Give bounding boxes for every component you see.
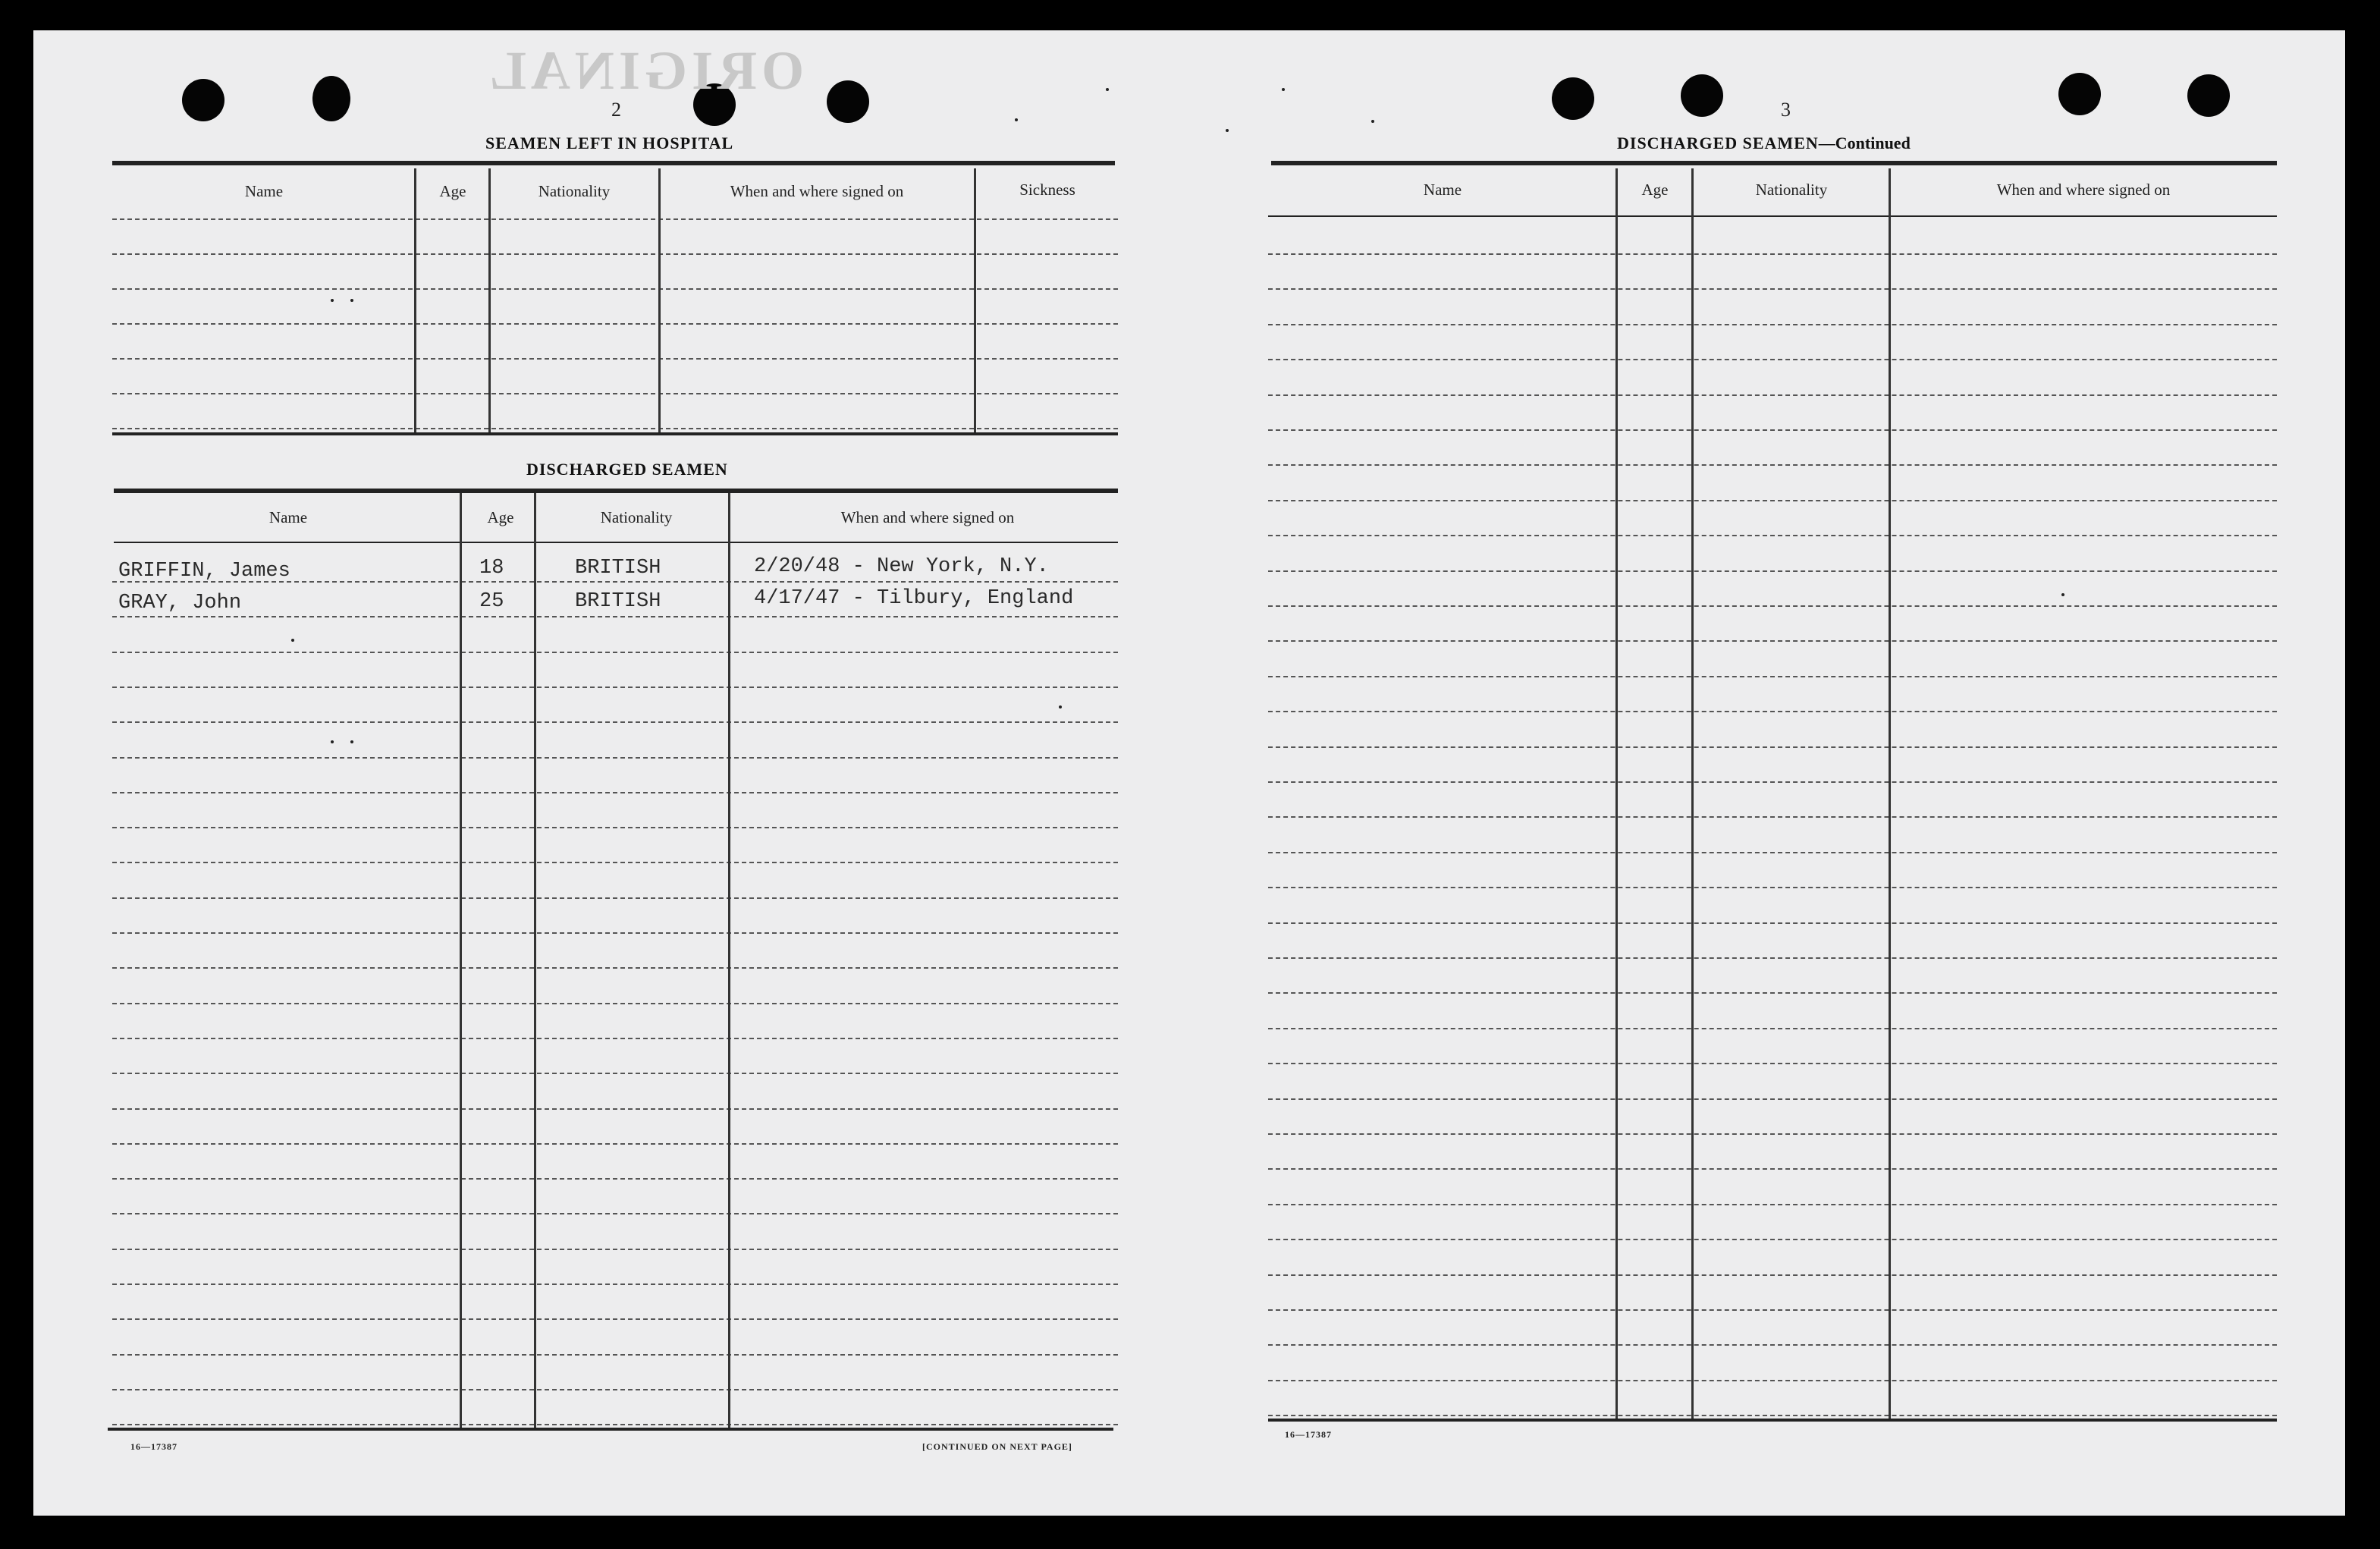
- ruled-line: [1268, 1168, 2277, 1170]
- ruled-line: [112, 1354, 1118, 1356]
- discharged-row-1-signed-on: 2/20/48 - New York, N.Y.: [754, 555, 1049, 578]
- ruled-line: [112, 827, 1118, 828]
- page-number-right: 3: [1781, 99, 1791, 121]
- ruled-line: [112, 1213, 1118, 1214]
- speck: [350, 740, 353, 743]
- right-header-nationality: Nationality: [1755, 181, 1828, 199]
- ruled-line: [112, 862, 1118, 863]
- ruled-line: [1268, 253, 2277, 255]
- discharged-bottom-rule: [108, 1428, 1113, 1431]
- column-divider: [658, 168, 661, 432]
- ruled-line: [1268, 676, 2277, 677]
- ruled-line: [112, 1003, 1118, 1004]
- speck: [331, 299, 334, 302]
- discharged-row-1-name: GRIFFIN, James: [118, 560, 290, 583]
- ruled-line: [1268, 887, 2277, 888]
- column-divider: [728, 493, 730, 1428]
- ruled-line: [112, 687, 1118, 688]
- continued-note: [CONTINUED ON NEXT PAGE]: [922, 1441, 1072, 1452]
- ruled-line: [1268, 957, 2277, 959]
- right-bottom-rule: [1268, 1419, 2277, 1422]
- ruled-line: [1268, 359, 2277, 360]
- discharged-row-1-nationality: BRITISH: [575, 557, 661, 580]
- original-stamp: ORIGINAL: [485, 40, 805, 101]
- right-title-main: DISCHARGED SEAMEN: [1617, 134, 1819, 152]
- column-divider: [460, 493, 462, 1428]
- ruled-line: [1268, 1133, 2277, 1135]
- punch-hole: [312, 76, 350, 121]
- hospital-header-signed-on: When and where signed on: [730, 182, 904, 200]
- speck: [291, 639, 294, 642]
- ruled-line: [112, 1073, 1118, 1074]
- ruled-line: [112, 757, 1118, 759]
- ruled-line: [112, 323, 1118, 325]
- ruled-line: [1268, 1415, 2277, 1416]
- ruled-line: [1268, 1344, 2277, 1346]
- speck: [2061, 593, 2064, 596]
- ruled-line: [1268, 1204, 2277, 1205]
- ruled-line: [1268, 1063, 2277, 1064]
- speck: [1106, 88, 1109, 91]
- punch-hole: [1552, 77, 1594, 120]
- ruled-line: [1268, 1309, 2277, 1311]
- ruled-line: [112, 1249, 1118, 1250]
- hospital-header-sickness: Sickness: [1019, 181, 1075, 199]
- column-divider: [1615, 168, 1618, 1419]
- punch-hole: [827, 80, 869, 123]
- discharged-row-2-age: 25: [479, 590, 504, 613]
- column-divider: [488, 168, 491, 432]
- ruled-line: [1268, 535, 2277, 536]
- ruled-line: [112, 358, 1118, 360]
- punch-hole: [182, 79, 224, 121]
- ruled-line: [1268, 464, 2277, 466]
- column-divider: [534, 493, 536, 1428]
- ruled-line: [112, 253, 1118, 255]
- page-number-left: 2: [611, 99, 621, 121]
- discharged-top-rule: [114, 489, 1118, 493]
- right-header-signed-on: When and where signed on: [1996, 181, 2171, 199]
- ruled-line: [112, 897, 1118, 899]
- discharged-section-title: DISCHARGED SEAMEN: [526, 460, 728, 479]
- right-header-name: Name: [1423, 181, 1462, 199]
- hospital-header-nationality: Nationality: [538, 182, 611, 200]
- ruled-line: [112, 1424, 1118, 1425]
- ruled-line: [112, 721, 1118, 723]
- ruled-line: [1268, 570, 2277, 572]
- ruled-line: [1268, 746, 2277, 748]
- ruled-line: [112, 1318, 1118, 1320]
- hospital-top-rule: [112, 161, 1115, 165]
- ruled-line: [1268, 1028, 2277, 1029]
- column-divider: [414, 168, 416, 432]
- hospital-section-title: SEAMEN LEFT IN HOSPITAL: [485, 134, 734, 152]
- ruled-line: [1268, 781, 2277, 783]
- ruled-line: [112, 967, 1118, 969]
- ruled-line: [112, 1389, 1118, 1390]
- form-number-left: 16—17387: [130, 1441, 177, 1452]
- discharged-header-nationality: Nationality: [600, 508, 673, 526]
- discharged-header-name: Name: [268, 508, 308, 526]
- ruled-line: [112, 218, 1118, 220]
- ruled-line: [1268, 1239, 2277, 1240]
- ruled-line: [1268, 324, 2277, 325]
- punch-hole: [1681, 74, 1723, 117]
- ruled-line: [1268, 640, 2277, 642]
- speck: [1371, 120, 1374, 123]
- ruled-line: [112, 616, 1118, 617]
- speck: [1226, 129, 1229, 132]
- column-divider: [1889, 168, 1891, 1419]
- ruled-line: [1268, 852, 2277, 853]
- hospital-header-name: Name: [244, 182, 284, 200]
- ruled-line: [112, 1178, 1118, 1180]
- ruled-line: [1268, 816, 2277, 818]
- ruled-line: [112, 652, 1118, 653]
- ruled-line: [112, 1108, 1118, 1110]
- ruled-line: [1268, 1098, 2277, 1100]
- column-divider: [1691, 168, 1694, 1419]
- ruled-line: [1268, 1274, 2277, 1276]
- hospital-header-age: Age: [439, 182, 466, 200]
- ruled-line: [112, 932, 1118, 934]
- ruled-line: [112, 288, 1118, 290]
- form-number-right: 16—17387: [1285, 1429, 1332, 1440]
- discharged-row-2-nationality: BRITISH: [575, 590, 661, 613]
- punch-hole: [2187, 74, 2230, 117]
- ruled-line: [1268, 288, 2277, 290]
- ruled-line: [112, 1038, 1118, 1039]
- right-header-rule: [1268, 215, 2277, 217]
- discharged-header-age: Age: [487, 508, 514, 526]
- speck: [350, 299, 353, 302]
- discharged-row-1-age: 18: [479, 557, 504, 580]
- ruled-line: [1268, 922, 2277, 924]
- speck: [1282, 88, 1285, 91]
- ruled-line: [1268, 711, 2277, 712]
- speck: [1059, 705, 1062, 709]
- ruled-line: [112, 1284, 1118, 1285]
- speck: [331, 740, 334, 743]
- ruled-line: [112, 428, 1118, 429]
- hospital-bottom-rule: [112, 432, 1118, 435]
- punch-hole: [2058, 73, 2101, 115]
- right-header-age: Age: [1641, 181, 1669, 199]
- discharged-row-2-name: GRAY, John: [118, 592, 242, 614]
- right-top-rule: [1271, 161, 2277, 165]
- column-divider: [974, 168, 976, 432]
- discharged-header-signed-on: When and where signed on: [840, 508, 1015, 526]
- discharged-header-rule: [114, 542, 1118, 543]
- ruled-line: [1268, 1380, 2277, 1381]
- right-section-title: [1617, 134, 1911, 153]
- ruled-line: [1268, 605, 2277, 607]
- ruled-line: [112, 792, 1118, 793]
- ruled-line: [1268, 992, 2277, 994]
- ruled-line: [1268, 394, 2277, 396]
- speck: [1015, 118, 1018, 121]
- ruled-line: [1268, 500, 2277, 501]
- ruled-line: [1268, 429, 2277, 431]
- right-title-suffix: —Continued: [1818, 134, 1911, 152]
- ruled-line: [112, 1143, 1118, 1145]
- ruled-line: [112, 393, 1118, 394]
- discharged-row-2-signed-on: 4/17/47 - Tilbury, England: [754, 587, 1074, 610]
